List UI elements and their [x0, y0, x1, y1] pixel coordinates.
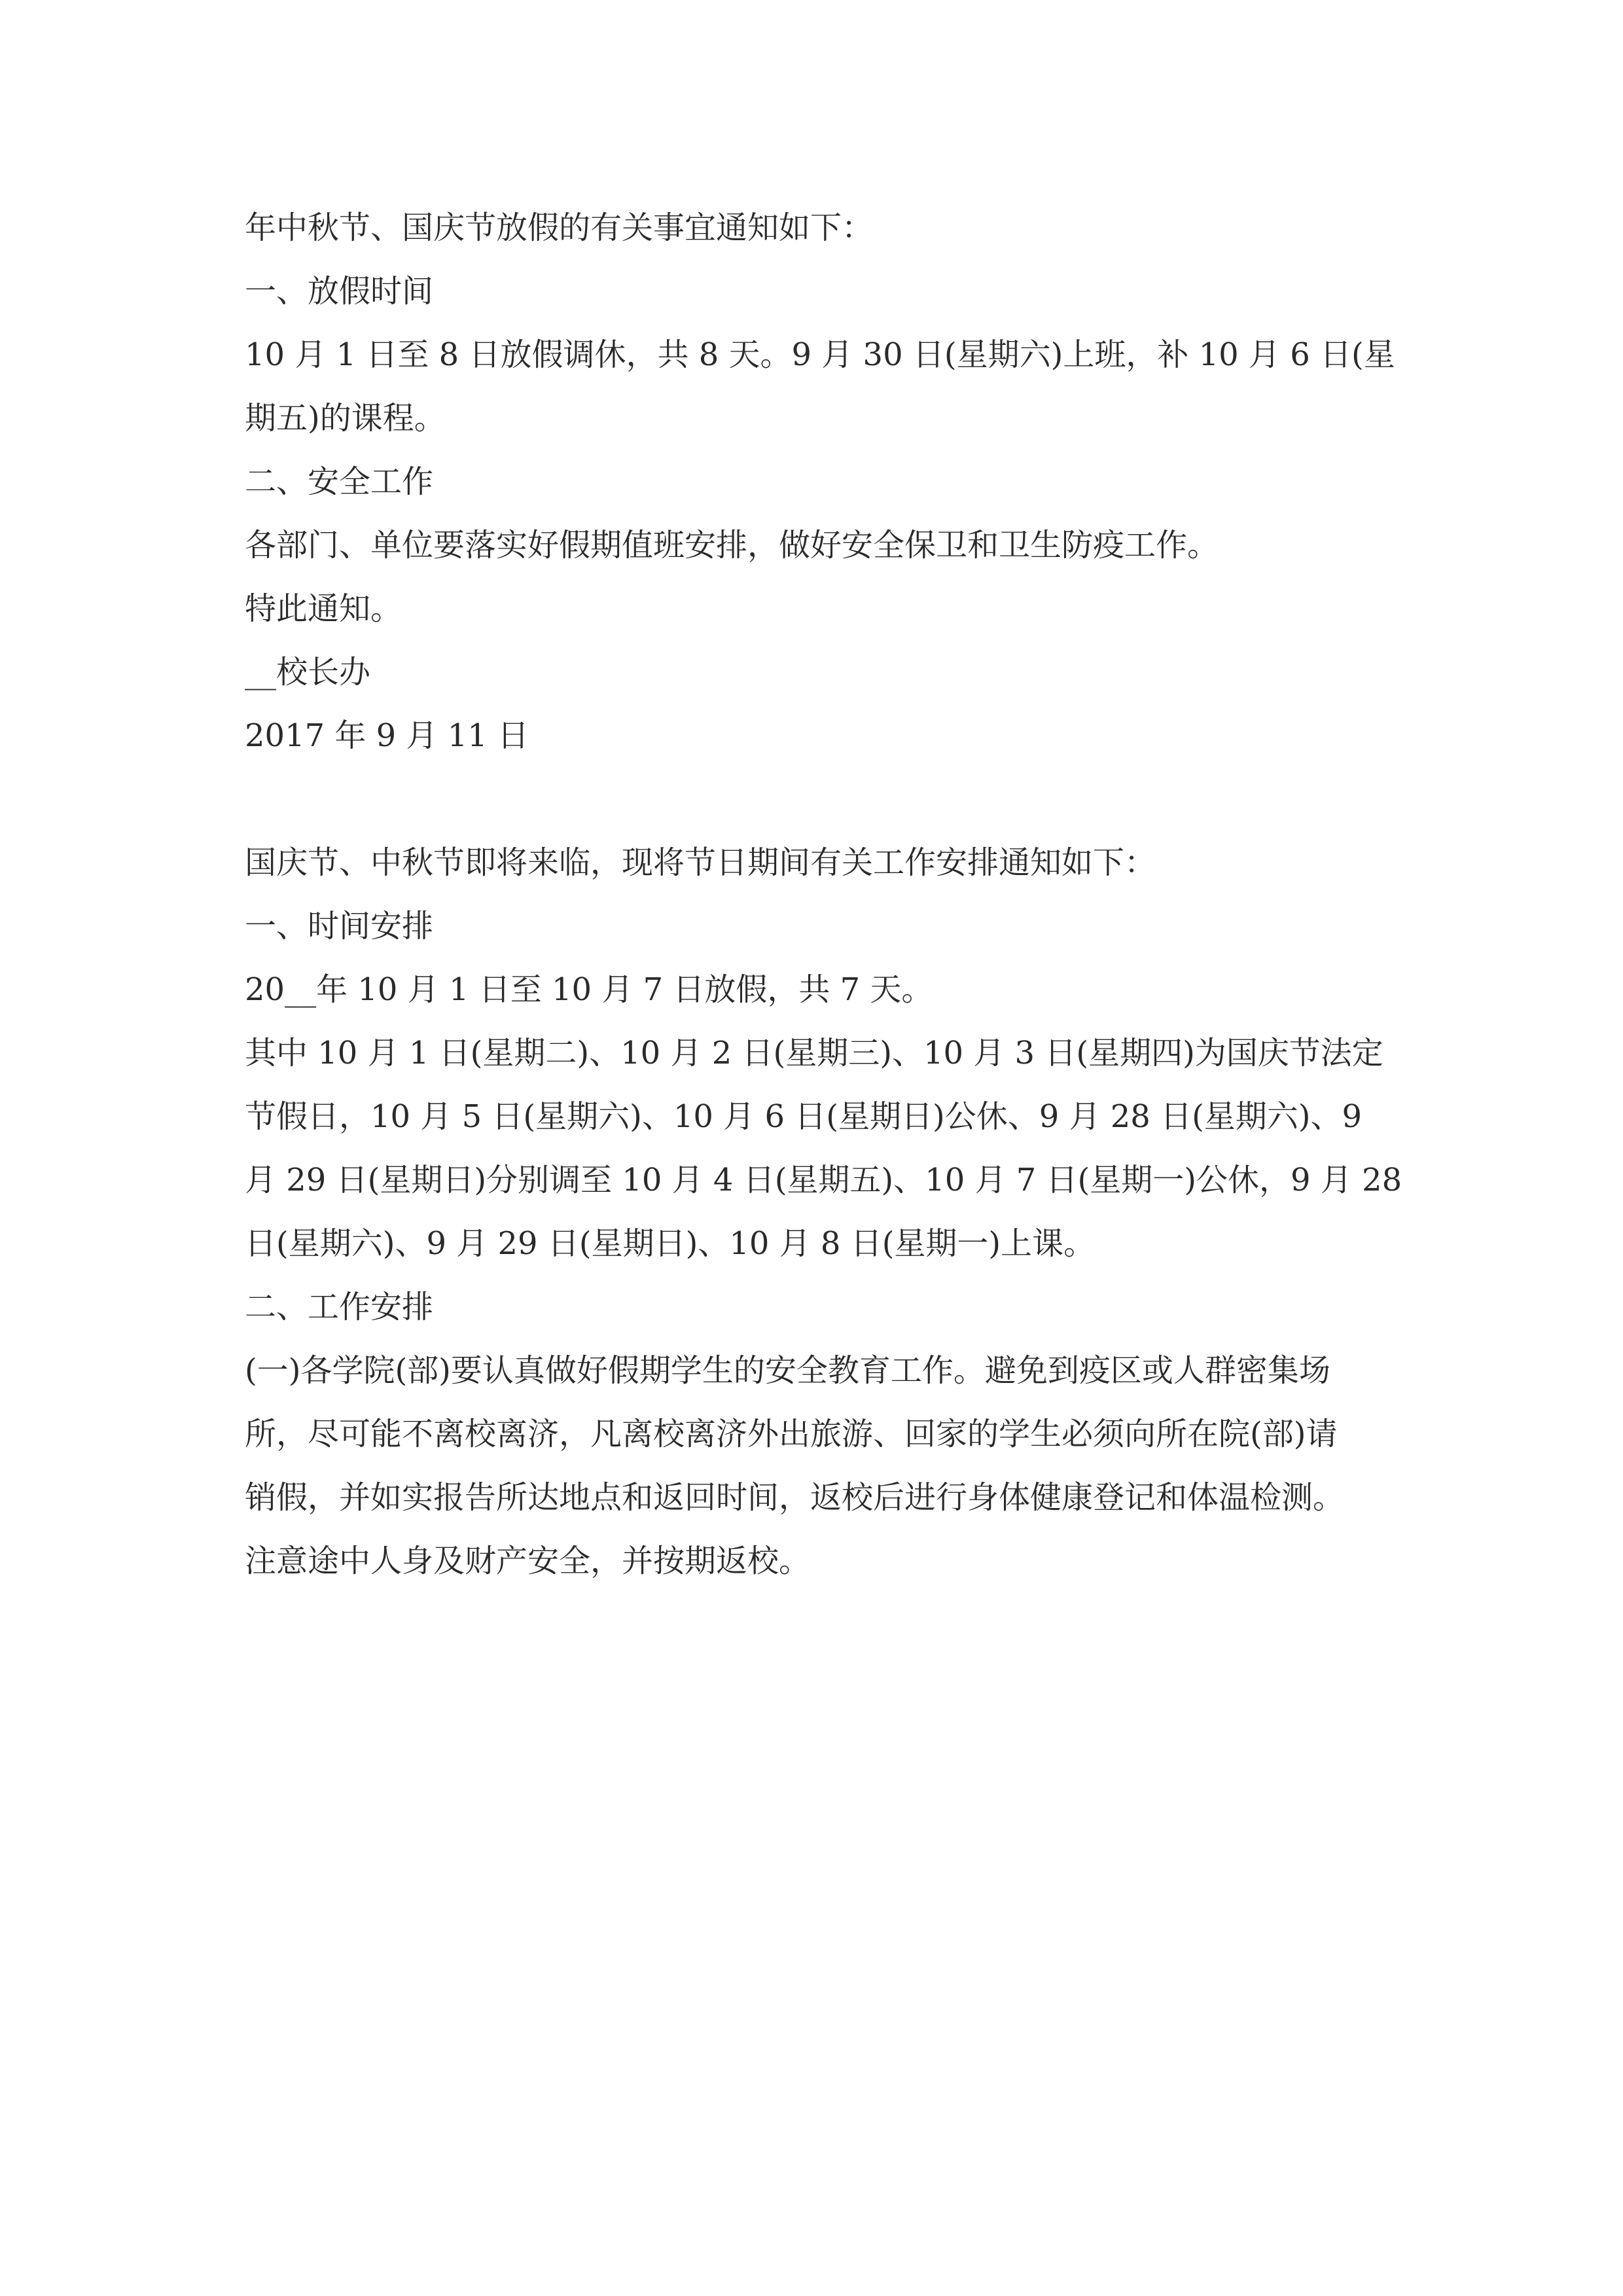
- section2-intro: 国庆节、中秋节即将来临，现将节日期间有关工作安排通知如下：: [245, 844, 1156, 881]
- section2-period: 20__年 10 月 1 日至 10 月 7 日放假，共 7 天。: [245, 971, 933, 1008]
- section2-detail-line-1: 其中 10 月 1 日(星期二)、10 月 2 日(星期三)、10 月 3 日(星期四)为国庆节法定: [245, 1035, 1383, 1071]
- section2-work-line-1: (一)各学院(部)要认真做好假期学生的安全教育工作。避免到疫区或人群密集场: [245, 1352, 1330, 1389]
- section1-signer: __校长办: [245, 654, 371, 691]
- section2-work-line-2: 所，尽可能不离校离济，凡离校离济外出旅游、回家的学生必须向所在院(部)请: [245, 1416, 1338, 1452]
- section1-heading-safety: 二、安全工作: [245, 463, 434, 500]
- section1-heading-holiday-time: 一、放假时间: [245, 273, 434, 310]
- section2-work-line-3: 销假，并如实报告所达地点和返回时间，返校后进行身体健康登记和体温检测。: [245, 1479, 1345, 1516]
- section1-safety-text: 各部门、单位要落实好假期值班安排，做好安全保卫和卫生防疫工作。: [245, 527, 1219, 564]
- section2-detail-line-3: 月 29 日(星期日)分别调至 10 月 4 日(星期五)、10 月 7 日(星期一)公休，9 月 28: [245, 1162, 1402, 1198]
- section1-holiday-line-1: 10 月 1 日至 8 日放假调休，共 8 天。9 月 30 日(星期六)上班，补 10 月 6 日(星: [245, 336, 1395, 373]
- section2-work-line-4: 注意途中人身及财产安全，并按期返校。: [245, 1543, 811, 1579]
- section1-closing: 特此通知。: [245, 590, 402, 627]
- section1-date: 2017 年 9 月 11 日: [245, 717, 529, 754]
- section2-heading-work-arrangement: 二、工作安排: [245, 1289, 434, 1325]
- section2-detail-line-2: 节假日，10 月 5 日(星期六)、10 月 6 日(星期日)公休、9 月 28 日(星期六)、9: [245, 1098, 1363, 1135]
- section2-detail-line-4: 日(星期六)、9 月 29 日(星期日)、10 月 8 日(星期一)上课。: [245, 1225, 1096, 1262]
- section-spacer: [245, 768, 1390, 831]
- section1-holiday-line-2: 期五)的课程。: [245, 400, 446, 437]
- section2-heading-time-arrangement: 一、时间安排: [245, 908, 434, 944]
- section1-intro: 年中秋节、国庆节放假的有关事宜通知如下：: [245, 209, 874, 246]
- document-body: [245, 196, 1402, 1593]
